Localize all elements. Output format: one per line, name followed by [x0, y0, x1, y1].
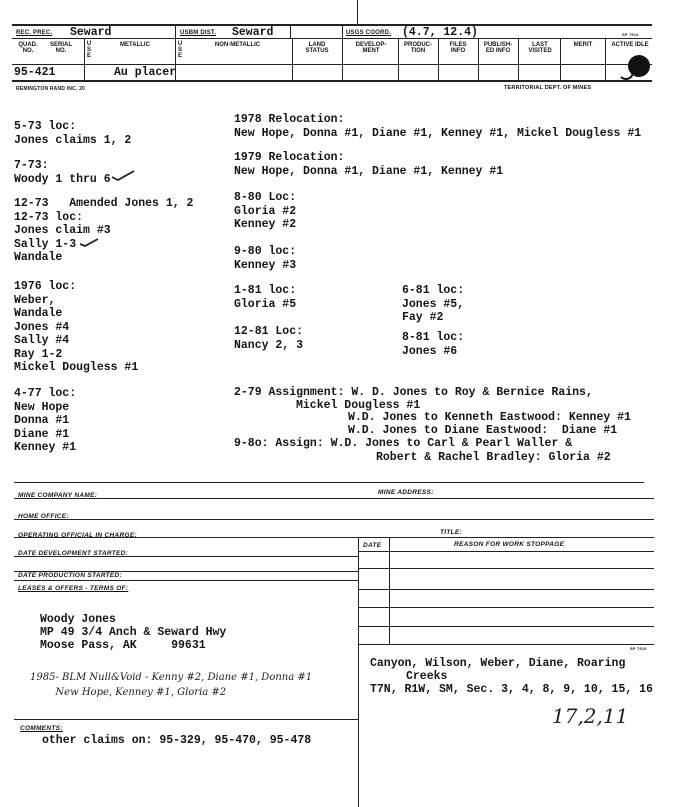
active-idle-header: ACTIVE IDLE — [611, 42, 649, 48]
handwritten-reference: 17,2,11 — [552, 704, 629, 728]
assignment-line-2: Mickel Dougless #1 — [296, 399, 421, 412]
usbm-dist-value: Seward — [232, 26, 274, 39]
merit-header: MERIT — [573, 42, 593, 48]
loc-6-81: 6-81 loc: Jones #5, Fay #2 — [402, 284, 465, 324]
location-line-1: Canyon, Wilson, Weber, Diane, Roaring — [370, 657, 626, 670]
quad-no-header: QUAD. NO. — [18, 42, 38, 54]
production-header: PRODUC- TION — [404, 42, 432, 54]
published-info-header: PUBLISH- ED INFO — [483, 42, 513, 54]
location-line-2: Creeks — [406, 670, 448, 683]
title-label: TITLE: — [440, 529, 463, 536]
assignment-line-4: W.D. Jones to Diane Eastwood: Diane #1 — [348, 424, 618, 437]
assignment-line-6: Robert & Rachel Bradley: Gloria #2 — [376, 451, 611, 464]
serial-no-header: SERIAL NO. — [49, 42, 72, 54]
serial-number: 95-421 — [14, 66, 56, 79]
assignment-line-3: W.D. Jones to Kenneth Eastwood: Kenney #1 — [348, 411, 631, 424]
development-header: DEVELOP- MENT — [355, 42, 387, 54]
owner-name: Woody Jones — [40, 613, 116, 626]
comments-label: COMMENTS: — [20, 725, 63, 732]
owner-city: Moose Pass, AK 99631 — [40, 639, 206, 652]
last-visited-header: LAST VISITED — [528, 42, 552, 54]
rec-prec-label: REC. PREC. — [16, 30, 53, 36]
check-mark-icon — [78, 236, 100, 248]
mine-company-name-label: MINE COMPANY NAME: — [18, 492, 98, 499]
usbm-dist-label: USBM DIST. — [180, 30, 217, 36]
loc-5-73: 5-73 loc: Jones claims 1, 2 — [14, 120, 132, 147]
loc-9-80: 9-80 loc: Kenney #3 — [234, 245, 297, 272]
handwritten-blm-note: 1985- BLM Null&Void - Kenny #2, Diane #1, Donna #1 New Hope, Kenney #1, Gloria #2 — [30, 672, 313, 698]
assignment-line-1: 2-79 Assignment: W. D. Jones to Roy & Bernice Rains, — [234, 386, 593, 399]
loc-4-77: 4-77 loc: New Hope Donna #1 Diane #1 Kenney #1 — [14, 387, 77, 454]
owner-address: MP 49 3/4 Anch & Seward Hwy — [40, 626, 227, 639]
metallic-header: METALLIC — [120, 42, 150, 48]
loc-7-73: 7-73: Woody 1 thru 6 — [14, 159, 111, 186]
usgs-coord-label: USGS COORD. — [346, 30, 391, 36]
operating-official-label: OPERATING OFFICIAL IN CHARGE: — [18, 532, 137, 539]
form-number: SP 7514 — [622, 32, 639, 37]
non-metallic-header: NON-METALLIC — [214, 42, 261, 48]
home-office-label: HOME OFFICE: — [18, 513, 69, 520]
reason-stoppage-label: REASON FOR WORK STOPPAGE — [454, 541, 565, 548]
date-column-label: DATE — [363, 542, 382, 549]
relocation-1978: 1978 Relocation: New Hope, Donna #1, Diane #1, Kenney #1, Mickel Dougless #1 — [234, 113, 642, 140]
rec-prec-value: Seward — [70, 26, 112, 39]
leases-offers-label: LEASES & OFFERS - TERMS OF: — [18, 585, 129, 592]
assignment-line-5: 9-8o: Assign: W.D. Jones to Carl & Pearl Waller & — [234, 437, 573, 450]
loc-8-80: 8-80 Loc: Gloria #2 Kenney #2 — [234, 191, 297, 231]
metallic-value: Au placer — [114, 66, 177, 79]
location-line-3: T7N, R1W, SM, Sec. 3, 4, 8, 9, 10, 15, 16 — [370, 683, 653, 696]
date-development-label: DATE DEVELOPMENT STARTED: — [18, 550, 129, 557]
date-production-label: DATE PRODUCTION STARTED: — [18, 572, 122, 579]
comments-text: other claims on: 95-329, 95-470, 95-478 — [42, 734, 312, 747]
relocation-1979: 1979 Relocation: New Hope, Donna #1, Diane #1, Kenney #1 — [234, 151, 504, 178]
land-status-header: LAND STATUS — [305, 42, 329, 54]
territorial-dept: TERRITORIAL DEPT. OF MINES — [504, 85, 592, 91]
files-info-header: FILES INFO — [449, 42, 467, 54]
use-1-header: U S E — [86, 41, 92, 59]
use-2-header: U S E — [177, 41, 183, 59]
loc-12-73: 12-73 Amended Jones 1, 2 12-73 loc: Jones claim #3 Sally 1-3 Wandale — [14, 197, 194, 264]
loc-8-81: 8-81 loc: Jones #6 — [402, 331, 465, 358]
loc-1976: 1976 loc: Weber, Wandale Jones #4 Sally #4 Ray 1-2 Mickel Dougless #1 — [14, 280, 139, 374]
active-mark-stroke — [618, 64, 634, 80]
check-mark-icon — [110, 168, 136, 182]
printer-line: REMINGTON RAND INC. 20 — [16, 86, 86, 92]
mine-address-label: MINE ADDRESS: — [378, 489, 434, 496]
loc-12-81: 12-81 Loc: Nancy 2, 3 — [234, 325, 304, 352]
form-number-2: SP 7515 — [630, 646, 647, 651]
usgs-coord-value: (4.7, 12.4) — [402, 26, 478, 39]
loc-1-81: 1-81 loc: Gloria #5 — [234, 284, 297, 311]
